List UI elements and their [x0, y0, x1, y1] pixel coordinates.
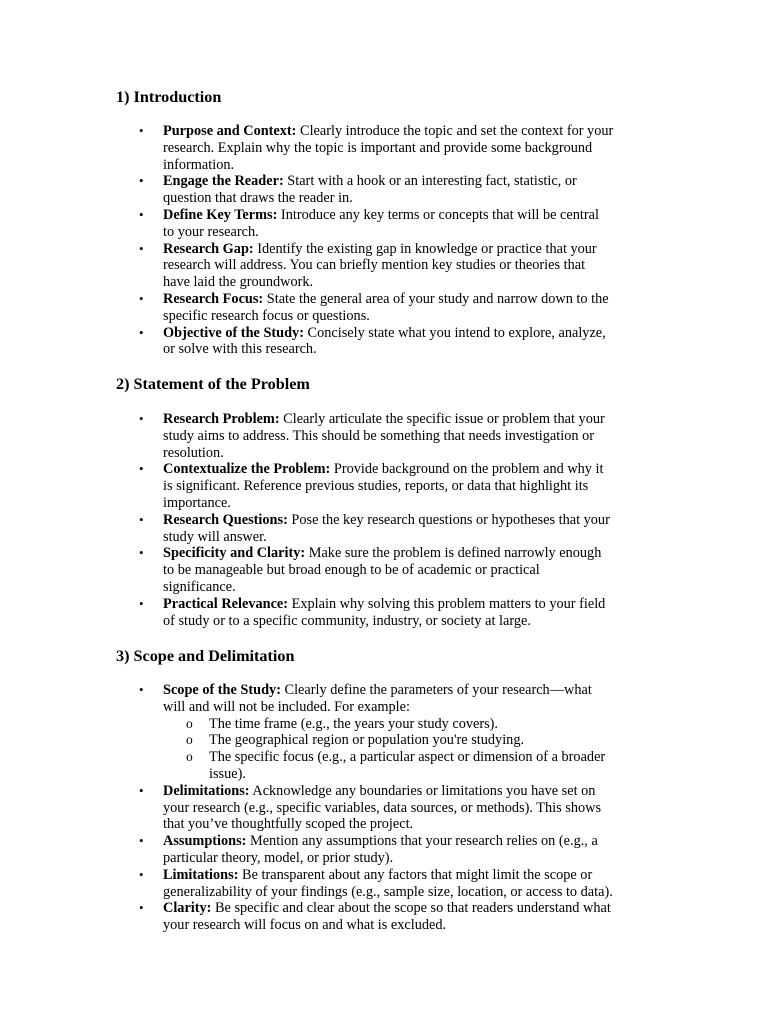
item-text: particular theory, model, or prior study).: [163, 849, 394, 866]
item-text: generalizability of your findings (e.g., sample size, location, or access to data).: [163, 883, 613, 900]
sub-item-text: o The specific focus (e.g., a particular aspect or dimension of a broader: [209, 749, 606, 766]
item-text: Mention any assumptions that your research relies on (e.g., a: [246, 833, 598, 850]
item-term: Specificity and Clarity:: [163, 545, 306, 562]
list-item: [0, 461, 663, 511]
item-text: study aims to address. This should be something that needs investigation or: [163, 427, 594, 444]
item-text: Identify the existing gap in knowledge or practice that your: [253, 240, 597, 257]
list-item: [0, 411, 663, 461]
item-term: Define Key Terms:: [163, 206, 278, 223]
item-text: question that draws the reader in.: [163, 190, 353, 207]
item-text: your research will focus on and what is excluded.: [163, 917, 447, 934]
item-text: State the general area of your study and narrow down to the: [263, 290, 609, 307]
item-term: Engage the Reader:: [163, 173, 284, 190]
item-text: Start with a hook or an interesting fact, statistic, or: [283, 173, 577, 190]
list-item: [0, 682, 663, 783]
statement-of-problem-list: [0, 411, 663, 629]
item-text: Pose the key research questions or hypotheses that your: [287, 511, 610, 528]
list-item: [0, 900, 663, 934]
item-term: Research Focus:: [163, 290, 264, 307]
item-text: Concisely state what you intend to explore, analyze,: [303, 324, 606, 341]
list-item: [0, 291, 663, 325]
item-text: Provide background on the problem and why it: [330, 461, 604, 478]
item-text: Clearly articulate the specific issue or problem that your: [279, 411, 605, 427]
item-text: have laid the groundwork.: [163, 274, 314, 291]
sub-list-item: [163, 716, 663, 733]
item-term: Delimitations:: [163, 782, 250, 799]
list-item: [0, 173, 663, 207]
list-item: [0, 325, 663, 359]
item-text: or solve with this research.: [163, 341, 317, 358]
item-text: Make sure the problem is defined narrowly enough: [305, 545, 602, 562]
sub-list-item: [163, 749, 663, 783]
sub-item-text: o The time frame (e.g., the years your study covers).: [209, 715, 499, 732]
item-text: Introduce any key terms or concepts that will be central: [277, 206, 599, 223]
item-text: Acknowledge any boundaries or limitations you have set on: [249, 782, 596, 799]
list-item: [0, 123, 663, 173]
item-text: that you’ve thoughtfully scoped the project.: [163, 816, 414, 833]
item-term: Research Questions:: [163, 511, 288, 528]
item-text: specific research focus or questions.: [163, 307, 370, 324]
list-item: [0, 545, 663, 595]
item-text: study will answer.: [163, 528, 267, 545]
item-text: will and will not be included. For example:: [163, 698, 410, 715]
item-text: to your research.: [163, 223, 259, 240]
item-term: Research Gap:: [163, 240, 254, 257]
sub-item-text: issue).: [209, 765, 246, 782]
section-heading-introduction: 1) Introduction: [116, 88, 222, 106]
item-text: significance.: [163, 578, 236, 595]
scope-and-delimitation-list: [0, 682, 663, 934]
introduction-list: [0, 123, 663, 358]
item-term: Contextualize the Problem:: [163, 461, 331, 478]
item-text: Clearly define the parameters of your research—what: [280, 682, 592, 698]
list-item: [0, 867, 663, 901]
item-term: Research Problem:: [163, 411, 280, 427]
sub-item-text: o The geographical region or population you're studying.: [209, 732, 525, 749]
item-term: Limitations:: [163, 866, 239, 883]
item-text: Explain why solving this problem matters to your field: [288, 595, 606, 612]
item-term: Practical Relevance:: [163, 595, 289, 612]
list-item: [0, 512, 663, 546]
item-text: of study or to a specific community, industry, or society at large.: [163, 612, 531, 629]
item-text: research will address. You can briefly mention key studies or theories that: [163, 257, 586, 274]
section-heading-scope-and-delimitation: 3) Scope and Delimitation: [116, 647, 295, 665]
item-text: to be manageable but broad enough to be of academic or practical: [163, 562, 540, 579]
item-text: is significant. Reference previous studies, reports, or data that highlight its: [163, 478, 589, 495]
item-term: Scope of the Study:: [163, 682, 281, 698]
sublist: [163, 716, 663, 783]
list-item: [0, 783, 663, 833]
item-text: information.: [163, 156, 235, 173]
item-term: Assumptions:: [163, 833, 247, 850]
section-heading-statement-of-problem: 2) Statement of the Problem: [116, 375, 310, 393]
list-item: [0, 596, 663, 630]
item-text: Be specific and clear about the scope so that readers understand what: [211, 900, 611, 917]
item-text: importance.: [163, 494, 231, 511]
item-text: Be transparent about any factors that might limit the scope or: [238, 866, 593, 883]
sub-list-item: [163, 732, 663, 749]
item-term: Purpose and Context:: [163, 123, 297, 139]
item-term: Clarity:: [163, 900, 212, 917]
list-item: [0, 833, 663, 867]
item-term: Objective of the Study:: [163, 324, 304, 341]
item-text: resolution.: [163, 444, 224, 461]
item-text: your research (e.g., specific variables, data sources, or methods). This shows: [163, 799, 602, 816]
item-text: research. Explain why the topic is important and provide some background: [163, 139, 593, 156]
list-item: [0, 241, 663, 291]
list-item: [0, 207, 663, 241]
item-text: Clearly introduce the topic and set the context for your: [296, 123, 614, 139]
